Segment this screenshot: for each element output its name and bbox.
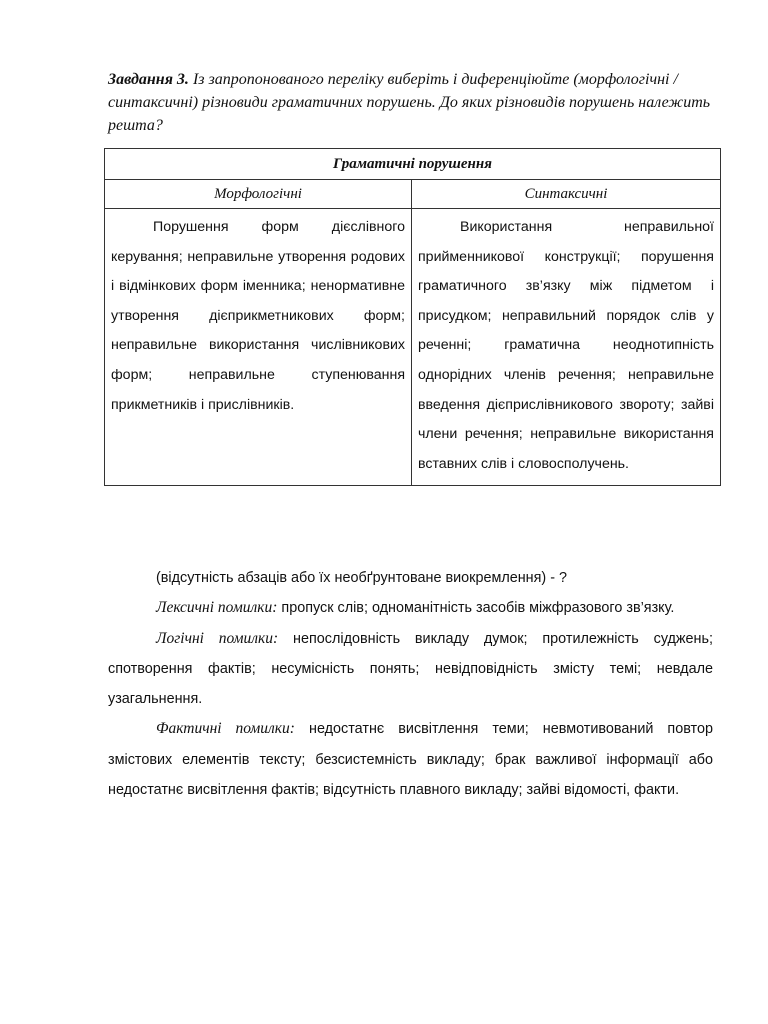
factual-text: недостатнє висвітлення теми; невмотивований повтор змістових елементів тексту; безсистемність викладу; брак важливої інформації або недостатнє висвітлення фактів; відсутність плавного викладу; зайві відомості, факти. bbox=[108, 721, 713, 799]
lexical-label: Лексичні помилки: bbox=[156, 599, 278, 617]
grammar-errors-table bbox=[104, 148, 721, 486]
cell-morphological: Порушення форм дієслівного керування; неправильне утворення родових і відмінкових форм іменника; ненормативне утворення дієприкметникових форм; неправильне використання числівникових форм; неправильне ступенювання прикметників і прислівників. bbox=[105, 209, 412, 486]
question-text: (відсутність абзаців або їх необґрунтоване виокремлення) - ? bbox=[156, 570, 568, 586]
lexical-text: пропуск слів; одноманітність засобів міжфразового зв’язку. bbox=[277, 600, 675, 617]
task-statement bbox=[108, 68, 728, 137]
logical-text: непослідовність викладу думок; протилежність суджень; спотворення фактів; несумісність понять; невідповідність змісту темі; невдале узагальнення. bbox=[108, 630, 714, 708]
task-text: Із запропонованого переліку виберіть і диференціюйте (морфологічні / синтаксичні) різновиди граматичних порушень. До яких різновидів порушень належить решта? bbox=[108, 71, 711, 134]
paragraph-logical bbox=[108, 624, 713, 715]
factual-label: Фактичні помилки: bbox=[156, 720, 295, 738]
logical-label: Логічні помилки: bbox=[156, 629, 279, 647]
cell-syntactic: Використання неправильної прийменникової конструкції; порушення граматичного зв’язку між підметом і присудком; неправильний порядок слів у реченні; граматична неоднотипність однорідних членів речення; неправильне введення дієприслівникового звороту; зайві члени речення; неправильне використання вставних слів і словосполучень. bbox=[412, 209, 721, 486]
task-heading: Завдання 3. bbox=[108, 71, 189, 88]
paragraph-lexical bbox=[108, 593, 713, 623]
body-text bbox=[108, 563, 713, 805]
paragraph-question bbox=[108, 563, 713, 593]
table-title: Граматичні порушення bbox=[105, 149, 721, 180]
column-header-morphological: Морфологічні bbox=[105, 180, 412, 209]
paragraph-factual bbox=[108, 714, 713, 805]
column-header-syntactic: Синтаксичні bbox=[412, 180, 721, 209]
